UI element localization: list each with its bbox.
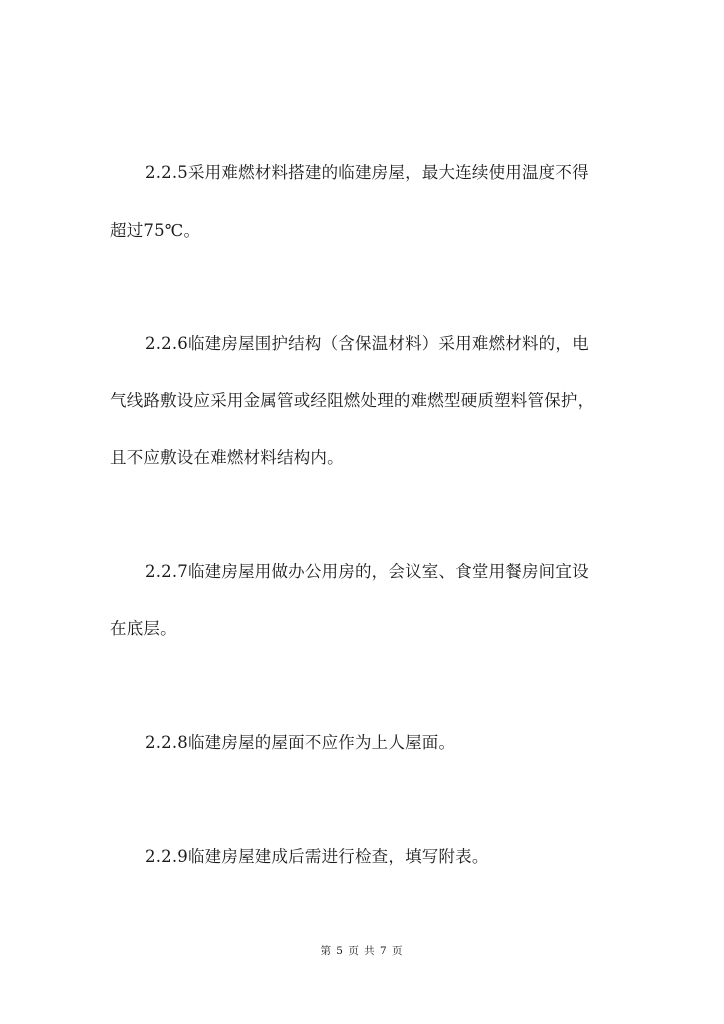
paragraph-line: 2.2.6临建房屋围护结构（含保温材料）采用难燃材料的，电 <box>145 334 589 353</box>
paragraph-line: 2.2.7临建房屋用做办公用房的，会议室、食堂用餐房间宜设 <box>145 562 589 581</box>
paragraph-line: 2.2.5采用难燃材料搭建的临建房屋，最大连续使用温度不得 <box>145 163 589 182</box>
page-number-footer: 第 5 页 共 7 页 <box>320 945 404 957</box>
paragraph-line: 2.2.9临建房屋建成后需进行检查，填写附表。 <box>145 847 489 866</box>
paragraph-line: 超过75℃。 <box>110 221 201 240</box>
paragraph-line: 在底层。 <box>110 619 177 638</box>
paragraph-line: 气线路敷设应采用金属管或经阻燃处理的难燃型硬质塑料管保护， <box>110 391 595 410</box>
paragraph-line: 且不应敷设在难燃材料结构内。 <box>110 448 344 467</box>
paragraph-line: 2.2.8临建房屋的屋面不应作为上人屋面。 <box>145 733 456 752</box>
